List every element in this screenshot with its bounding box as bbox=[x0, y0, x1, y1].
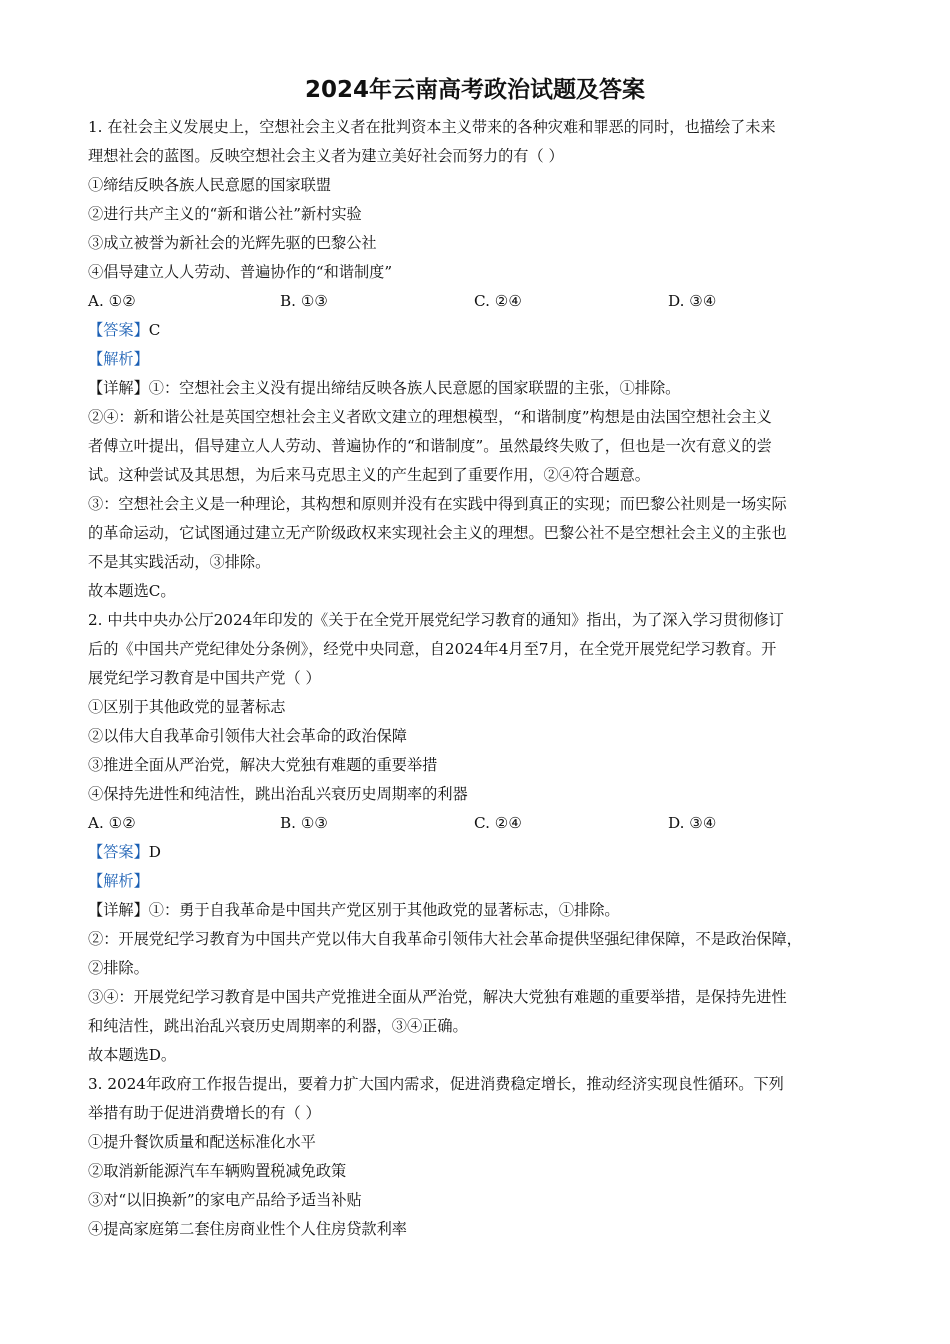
detail-tag: 【详解】 bbox=[88, 901, 149, 919]
detail-text: 者傅立叶提出，倡导建立人人劳动、普遍协作的“和谐制度”。虽然最终失败了，但也是一次有意义的尝 bbox=[88, 437, 772, 455]
choice-item: ②进行共产主义的“新和谐公社”新村实验 bbox=[88, 205, 362, 223]
option-d: D. ③④ bbox=[668, 292, 717, 310]
detail-text: 和纯洁性，跳出治乱兴衰历史周期率的利器，③④正确。 bbox=[88, 1017, 468, 1035]
answer-line bbox=[88, 838, 866, 867]
detail-line bbox=[88, 374, 866, 403]
option-a: A. ①② bbox=[88, 292, 136, 310]
detail-text: ①：勇于自我革命是中国共产党区别于其他政党的显著标志，①排除。 bbox=[148, 901, 620, 919]
answer-options bbox=[88, 287, 866, 316]
question-stem: 2. 中共中央办公厅2024年印发的《关于在全党开展党纪学习教育的通知》指出，为了深入学习贯彻修订 bbox=[88, 611, 784, 629]
detail-text: 不是其实践活动，③排除。 bbox=[88, 553, 271, 571]
option-d: D. ③④ bbox=[668, 814, 717, 832]
question-stem: 1. 在社会主义发展史上，空想社会主义者在批判资本主义带来的各种灾难和罪恶的同时，也描绘了未来 bbox=[88, 118, 776, 136]
detail-text: ③：空想社会主义是一种理论，其构想和原则并没有在实践中得到真正的实现；而巴黎公社则是一场实际 bbox=[88, 495, 787, 513]
choice-item: ②以伟大自我革命引领伟大社会革命的政治保障 bbox=[88, 727, 407, 745]
question-1 bbox=[88, 113, 866, 606]
choice-item: ③对“以旧换新”的家电产品给予适当补贴 bbox=[88, 1191, 362, 1209]
detail-text: 试。这种尝试及其思想，为后来马克思主义的产生起到了重要作用，②④符合题意。 bbox=[88, 466, 650, 484]
detail-text: ③④：开展党纪学习教育是中国共产党推进全面从严治党，解决大党独有难题的重要举措，是保持先进性 bbox=[88, 988, 787, 1006]
choice-item: ④倡导建立人人劳动、普遍协作的“和谐制度” bbox=[88, 263, 393, 281]
choice-item: ③成立被誉为新社会的光辉先驱的巴黎公社 bbox=[88, 234, 377, 252]
detail-text: ①：空想社会主义没有提出缔结反映各族人民意愿的国家联盟的主张，①排除。 bbox=[148, 379, 681, 397]
document-body bbox=[88, 113, 866, 1244]
answer-value: D bbox=[148, 843, 161, 861]
analysis-tag: 【解析】 bbox=[88, 872, 149, 890]
choice-item: ①提升餐饮质量和配送标准化水平 bbox=[88, 1133, 316, 1151]
conclusion-text: 故本题选D。 bbox=[88, 1046, 177, 1064]
option-a: A. ①② bbox=[88, 814, 136, 832]
detail-text: ②④：新和谐公社是英国空想社会主义者欧文建立的理想模型，“和谐制度”构想是由法国空想社会主义 bbox=[88, 408, 772, 426]
answer-line bbox=[88, 316, 866, 345]
analysis-tag: 【解析】 bbox=[88, 350, 149, 368]
question-stem: 展党纪学习教育是中国共产党（ ） bbox=[88, 669, 321, 687]
choice-item: ②取消新能源汽车车辆购置税减免政策 bbox=[88, 1162, 347, 1180]
option-b: B. ①③ bbox=[280, 292, 329, 310]
choice-item: ④提高家庭第二套住房商业性个人住房贷款利率 bbox=[88, 1220, 407, 1238]
question-stem: 举措有助于促进消费增长的有（ ） bbox=[88, 1104, 321, 1122]
choice-item: ③推进全面从严治党，解决大党独有难题的重要举措 bbox=[88, 756, 438, 774]
question-2 bbox=[88, 606, 866, 1070]
option-b: B. ①③ bbox=[280, 814, 329, 832]
choice-item: ④保持先进性和纯洁性，跳出治乱兴衰历史周期率的利器 bbox=[88, 785, 468, 803]
document-title: 2024年云南高考政治试题及答案 bbox=[304, 77, 645, 103]
detail-text: ②排除。 bbox=[88, 959, 149, 977]
detail-tag: 【详解】 bbox=[88, 379, 149, 397]
question-3 bbox=[88, 1070, 866, 1244]
question-stem: 3. 2024年政府工作报告提出，要着力扩大国内需求，促进消费稳定增长，推动经济实现良性循环。下列 bbox=[88, 1075, 784, 1093]
conclusion-text: 故本题选C。 bbox=[88, 582, 176, 600]
choice-item: ①缔结反映各族人民意愿的国家联盟 bbox=[88, 176, 331, 194]
question-stem: 后的《中国共产党纪律处分条例》，经党中央同意，自2024年4月至7月，在全党开展党纪学习教育。开 bbox=[88, 640, 777, 658]
detail-line bbox=[88, 896, 866, 925]
answer-options bbox=[88, 809, 866, 838]
answer-tag: 【答案】 bbox=[88, 843, 149, 861]
answer-tag: 【答案】 bbox=[88, 321, 149, 339]
analysis-line bbox=[88, 345, 866, 374]
detail-text: ②：开展党纪学习教育为中国共产党以伟大自我革命引领伟大社会革命提供坚强纪律保障，不是政治保障， bbox=[88, 930, 802, 948]
choice-item: ①区别于其他政党的显著标志 bbox=[88, 698, 286, 716]
answer-value: C bbox=[148, 321, 161, 339]
option-c: C. ②④ bbox=[474, 292, 522, 310]
question-stem: 理想社会的蓝图。反映空想社会主义者为建立美好社会而努力的有（ ） bbox=[88, 147, 564, 165]
option-c: C. ②④ bbox=[474, 814, 522, 832]
detail-text: 的革命运动，它试图通过建立无产阶级政权来实现社会主义的理想。巴黎公社不是空想社会主义的主张也 bbox=[88, 524, 787, 542]
analysis-line bbox=[88, 867, 866, 896]
